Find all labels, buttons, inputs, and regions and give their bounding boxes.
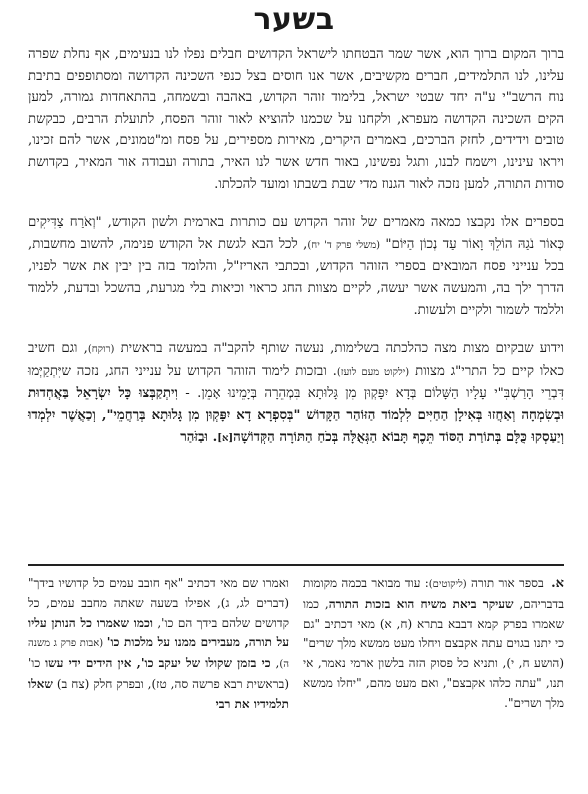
paragraph-3-text-b: , וגם חשיב כאלו קיים כל התרי"ג מצוות — [28, 341, 564, 379]
footnote-column-left — [28, 574, 289, 794]
page-heading: בשער — [253, 2, 335, 37]
citation-yalkut: (ילקוט מעם לועז) — [336, 366, 410, 378]
paragraph-1 — [28, 44, 564, 195]
footnote-left-bold-b: כי בזמן שקולו של יעקב כו', אין הידים ידי עשו — [45, 656, 271, 671]
paragraph-3-text-a: וידוע שבקיום מצות מצה כהלכתה בשלימות, נעשה שותף להקב"ה במעשה בראשית — [120, 341, 564, 357]
paragraph-2-text-b: , לכל הבא לגשת אל הקודש פנימה, להשוב מחשבות, בכל ענייני פסח המובאים בספרי הזוהר הקדוש, ובכתבי האריז"ל, והלומד בזה בין יבין את אשר לפניו, הדרך ילך בה, והמעשה אשר יעשה, לקיים מצוות החג כראוי וכיאות בלי מגרעת, בהשכל ובדעת, ללמוד וללמד לשמור ולקיים ולעשות. — [28, 236, 564, 318]
footnote-column-right — [303, 574, 564, 794]
paragraph-3-bold-a: וִיתְקַבְּצוּ כָּל יִשְׂרָאֵל בַּאֲחְדוּת וּבְשִׂמְחָה וְאַחֲזוּ בְּאִילָן הַחַיִּים לִלְמוֹד הַזּוֹהַר הַקָּדוֹשׁ "בְּסִפְרָא דָא יִפָּקְוּן מִן גָּלוּתָא בְּרַחֲמֵי", וְכַאֲשֶׁר יִלְמְדוּ וְיַעַסְקוּ כֻּלָּם בְּתוֹרַת הַסּוֹד תֵּכֶף תָּבוֹא הַגְּאֻלָּה בְּכֹחַ הַתּוֹרָה הַקְּדוֹשָׁה — [28, 386, 564, 445]
paragraph-2 — [28, 212, 564, 321]
footnote-right-citation: (ליקוטים) — [428, 579, 467, 590]
footnote-left-bold-c: שאלו תלמידיו את רבי — [28, 676, 289, 711]
paragraph-3 — [28, 338, 564, 449]
footnote-right-bold: שעיקר ביאת משיח הוא בזכות התורה — [328, 596, 514, 611]
footnote-marker: א. — [551, 576, 564, 591]
footnote-right-text-a: בספר אור תורה — [466, 576, 549, 590]
footnote-left-bold-a: וכמו שאמרו כל הנותן עליו על תורה, מעבירים ממנו על מלכות כו' — [28, 615, 289, 650]
footnote-left-text-c: כו' (בראשית רבא פרשה סה, טז), ובפרק חלק (צח ב) — [28, 656, 289, 691]
paragraph-1-text: ברוך המקום ברוך הוא, אשר שמר הבטחתו לישראל הקדושים חבלים נפלו לנו בנעימים, אף נחלת שפרה עלינו, לנו התלמידים, חברים מקשיבים, אשר אנו חוסים בצל כנפי השכינה הקדושה ומסתופפים בתיבת נוח הרשב"י ע"ה יחד שבטי ישראל, בלימוד זוהר הקדוש, באהבה ובשמחה, בהתאחדות גמורה, למען הקים השכינה הקדושה מעפרא, ולקחנו על שכמנו להוציא לאור זוהר הפסח, לתועלת הרבים, כבקשת טובים וידידים, לחזק הברכים, באמרים היקרים, מאירות מספירים, על פסח ומ"טמונים, אשר להם זכינו, ויראו עינינו, וישמח לבנו, ותגל נפשינו, באור חדש אשר לנו האיר, בתורה ועבודה אור המאיר, בקדושת סודות התורה, למען נזכה לאור הגנוז מדי שבת בשבתו ומועד להכלתו. — [28, 47, 564, 192]
main-text — [28, 44, 564, 466]
citation-rokeach: (רוקח) — [87, 344, 115, 356]
paragraph-3-text-c: . ובזכות לימוד הזוהר הקדוש על ענייני החג, נזכה שיִּתְקַיְּמוּ דִּבְרֵי הָרַשְׁבִּ"י עָלָיו הַשָּׁלוֹם בְּדָא יִפָּקְוּן מִן גָּלוּתָא בִּמְהֵרָה בְּיָמֵינוּ אָמֵן. - — [28, 363, 564, 402]
footnote-left-text-b: , — [270, 656, 280, 671]
footnote-divider — [28, 564, 564, 566]
footnote-reference[interactable]: [א] — [217, 432, 234, 444]
paragraph-2-text-a: בספרים אלו נקבצו כמאה מאמרים של זוהר הקדוש עם כותרות בארמית ולשון הקודש, "וְאֹרַח צַדִּיקִים כְּאוֹר נֹגַהּ הוֹלֵךְ וָאוֹר עַד נְכוֹן הַיּוֹם" — [28, 215, 564, 252]
citation-mishlei: (משלי פרק ד' יח) — [307, 239, 381, 251]
footnote-left-citation: (אבות פרק ג משנה ה) — [28, 638, 289, 671]
footnote-left-text-a: ואמרו שם מאי דכתיב "אף חובב עמים כל קדושיו בידך" (דברים לג, ג), אפילו בשעה שאתה מחבב עמים, כל קדושים שלהם בידך הם כו', — [28, 576, 289, 630]
footnotes — [28, 574, 564, 794]
footnote-right-text-c: , כמו שאמרו בפרק קמא דבבא בתרא (ח, א) מאי דכתיב "גם כי יתנו בגוים עתה אקבצם ויחלו מעט ממשא מלך שרים" (הושע ח, י), ותניא כל פסוק הזה בלשון ארמי נאמר, אי תנו, "עתה כלהו אקבצם", ואם מעט מהם, "יחלו ממשא מלך ושרים". — [303, 596, 564, 710]
footnote-right-text-b: : עוד מבואר בכמה מקומות בדבריהם, — [303, 576, 564, 611]
paragraph-3-bold-b: . וּבַזֹּהַר — [180, 429, 218, 445]
